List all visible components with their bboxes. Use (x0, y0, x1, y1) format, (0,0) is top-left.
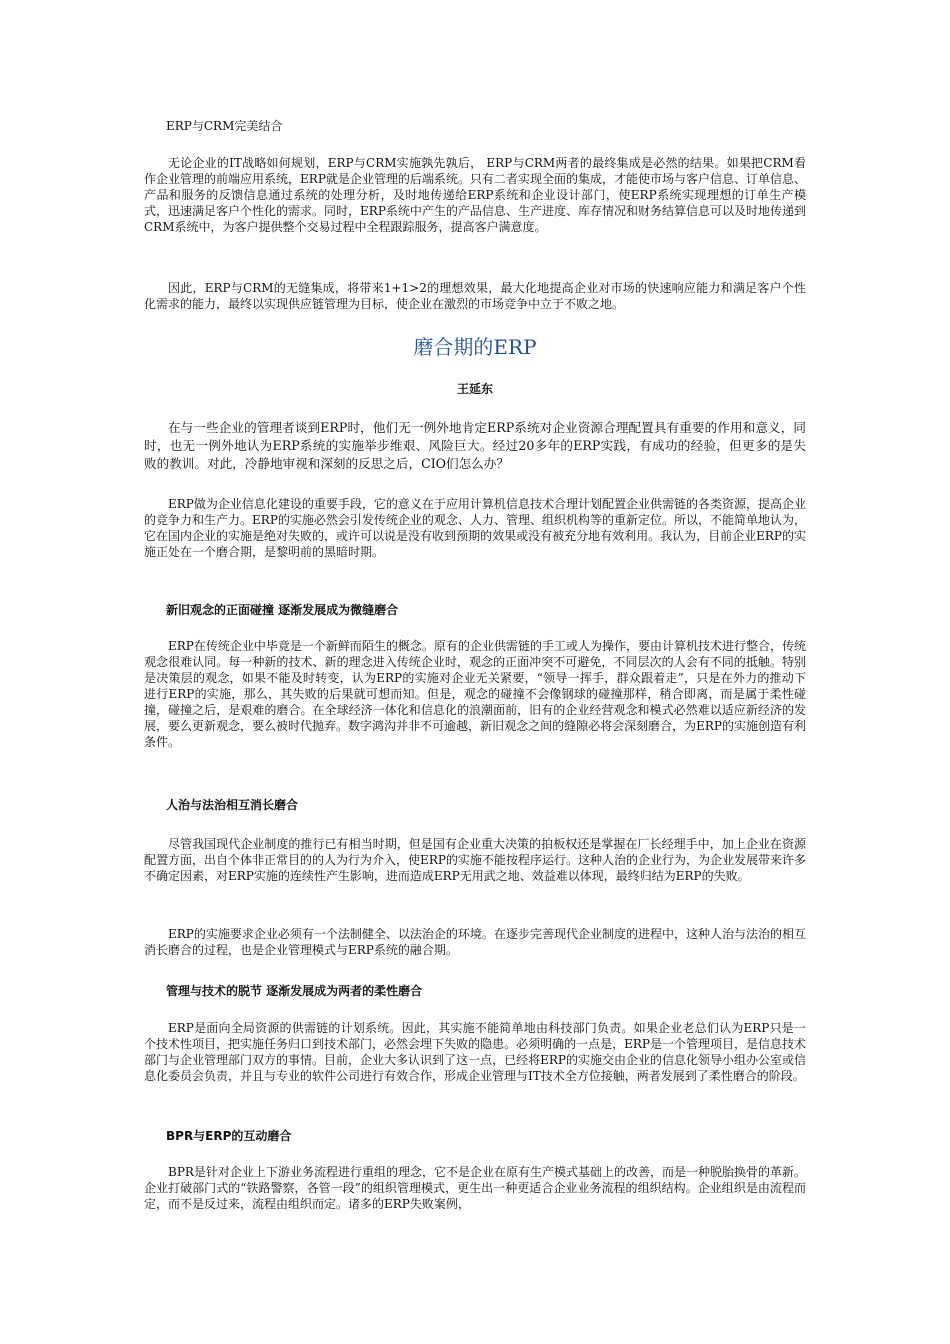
subheading: 管理与技术的脱节 逐渐发展成为两者的柔性磨合 (166, 984, 423, 998)
subheading: 人治与法治相互消长磨合 (166, 798, 299, 812)
article-title: 磨合期的ERP (413, 335, 537, 359)
subheading: 新旧观念的正面碰撞 逐渐发展成为微缝磨合 (166, 603, 399, 617)
paragraph: 在与一些企业的管理者谈到ERP时，他们无一例外地肯定ERP系统对企业资源合理配置具有重要的作用和意义，同时，也无一例外地认为ERP系统的实施举步维艰、风险巨大。经过20多年的ERP实践，有成功的经验，但更多的是失败的教训。对此，冷静地审视和深刻的反思之后，CIO们怎么办？ (144, 420, 806, 471)
paragraph: ERP的实施要求企业必须有一个法制健全、以法治企的环境。在逐步完善现代企业制度的进程中，这种人治与法治的相互消长磨合的过程，也是企业管理模式与ERP系统的融合期。 (144, 927, 806, 957)
paragraph: 尽管我国现代企业制度的推行已有相当时期，但是国有企业重大决策的拍板权还是掌握在厂长经理手中，加上企业在资源配置方面，出自个体非正常目的的人为行为介入，使ERP的实施不能按程序运行。这种人治的企业行为，为企业发展带来许多不确定因素，对ERP实施的连续性产生影响，进而造成ERP无用武之地、效益难以体现，最终归结为ERP的失败。 (144, 837, 806, 883)
paragraph: ERP在传统企业中毕竟是一个新鲜而陌生的概念。原有的企业供需链的手工或人为操作，要由计算机技术进行整合，传统观念很难认同。每一种新的技术、新的理念进入传统企业时，观念的正面冲突不可避免，不同层次的人会有不同的抵触。特别是决策层的观念，如果不能及时转变，认为ERP的实施对企业无关紧要，“领导一挥手，群众跟着走”，只是在外力的推动下进行ERP的实施，那么，其失败的后果就可想而知。但是，观念的碰撞不会像钢球的碰撞那样，稍合即离，而是属于柔性碰撞，碰撞之后，是艰难的磨合。在全球经济一体化和信息化的浪潮面前，旧有的企业经营观念和模式必然难以适应新经济的发展，要么更新观念，要么被时代抛弃。数字鸿沟并非不可逾越，新旧观念之间的缝隙必将会深刻磨合，为ERP的实施创造有利条件。 (144, 639, 806, 749)
author-name: 王延东 (456, 382, 493, 396)
paragraph: ERP是面向全局资源的供需链的计划系统。因此，其实施不能简单地由科技部门负责。如果企业老总们认为ERP只是一个技术性项目，把实施任务归口到技术部门，必然会埋下失败的隐患。必须明确的一点是，ERP是一个管理项目，是信息技术部门与企业管理部门双方的事情。目前，企业大多认识到了这一点，已经将ERP的实施交由企业的信息化领导小组办公室或信息化委员会负责，并且与专业的软件公司进行有效合作，形成企业管理与IT技术全方位接触，两者发展到了柔性磨合的阶段。 (144, 1021, 806, 1083)
subheading: BPR与ERP的互动磨合 (166, 1129, 292, 1143)
paragraph: BPR是针对企业上下游业务流程进行重组的理念，它不是企业在原有生产模式基础上的改善，而是一种脱胎换骨的革新。企业打破部门式的“铁路警察，各管一段”的组织管理模式，更生出一种更适合企业业务流程的组织结构。企业组织是由流程而定，而不是反过来，流程由组织而定。诸多的ERP失败案例， (144, 1165, 806, 1211)
paragraph: 无论企业的IT战略如何规划，ERP与CRM实施孰先孰后， ERP与CRM两者的最终集成是必然的结果。如果把CRM看作企业管理的前端应用系统，ERP就是企业管理的后端系统。只有二者实现全面的集成，才能使市场与客户信息、订单信息、产品和服务的反馈信息通过系统的处理分析，及时地传递给ERP系统和企业设计部门，使ERP系统实现理想的订单生产模式，迅速满足客户个性化的需求。同时，ERP系统中产生的产品信息、生产进度、库存情况和财务结算信息可以及时地传递到CRM系统中，为客户提供整个交易过程中全程跟踪服务，提高客户满意度。 (144, 156, 806, 234)
paragraph: ERP做为企业信息化建设的重要手段，它的意义在于应用计算机信息技术合理计划配置企业供需链的各类资源，提高企业的竞争力和生产力。ERP的实施必然会引发传统企业的观念、人力、管理、组织机构等的重新定位。所以，不能简单地认为，它在国内企业的实施是绝对失败的，或许可以说是没有收到预期的效果或没有被充分地有效利用。我认为，目前企业ERP的实施正处在一个磨合期，是黎明前的黑暗时期。 (144, 497, 806, 559)
paragraph: 因此，ERP与CRM的无缝集成，将带来1+1>2的理想效果，最大化地提高企业对市场的快速响应能力和满足客户个性化需求的能力，最终以实现供应链管理为目标，使企业在激烈的市场竞争中立于不败之地。 (144, 281, 806, 311)
section-title: ERP与CRM完美结合 (166, 119, 283, 133)
